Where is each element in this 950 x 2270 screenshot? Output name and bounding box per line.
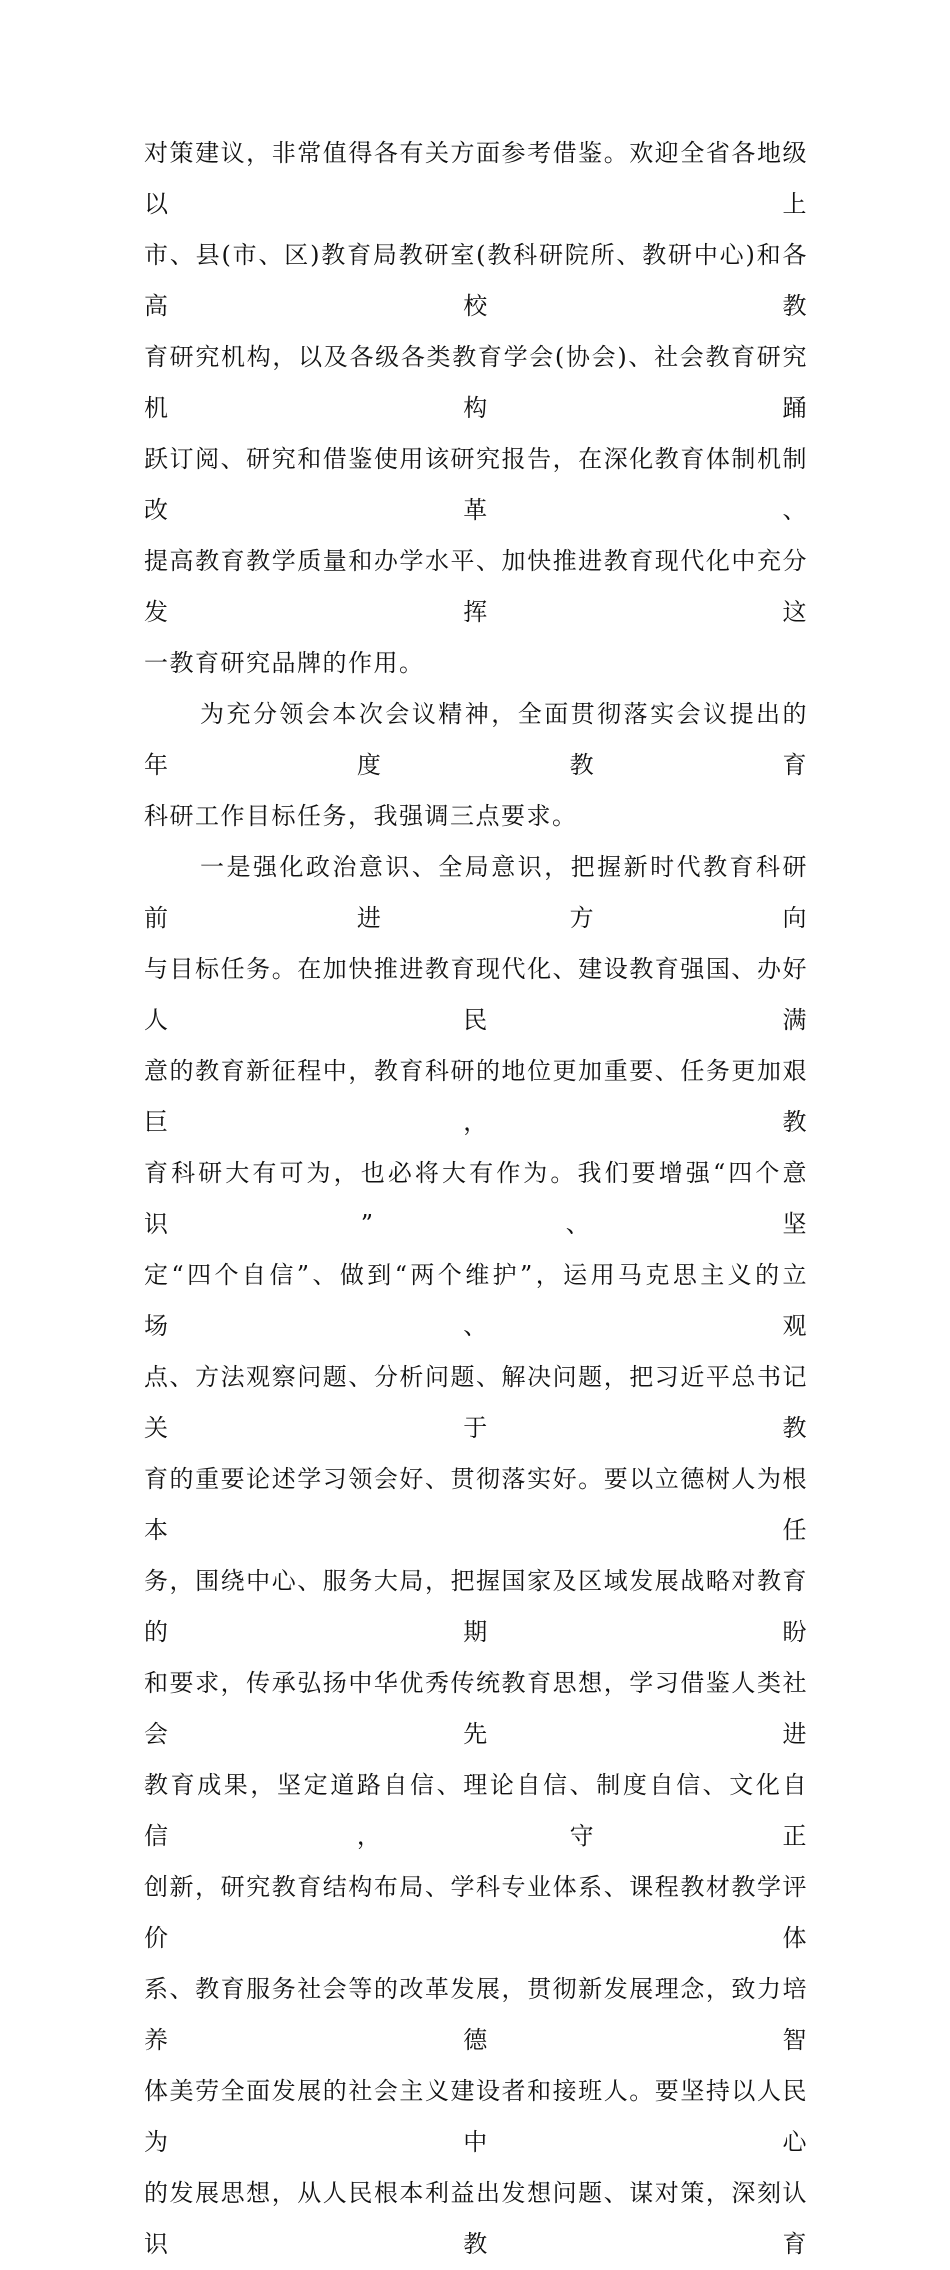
paragraph-3 <box>144 842 808 2270</box>
text-line: 跃订阅、研究和借鉴使用该研究报告，在深化教育体制机制改革、 <box>144 445 808 524</box>
text-line: 市、县(市、区)教育局教研室(教科研院所、教研中心)和各高校教 <box>144 241 808 320</box>
text-line: 系、教育服务社会等的改革发展，贯彻新发展理念，致力培养德智 <box>144 1975 808 2054</box>
text-line: 创新，研究教育结构布局、学科专业体系、课程教材教学评价体 <box>144 1873 808 1952</box>
text-line: 育的重要论述学习领会好、贯彻落实好。要以立德树人为根本任 <box>144 1465 808 1544</box>
text-line: 育科研大有可为，也必将大有作为。我们要增强“四个意识”、坚 <box>144 1159 808 1238</box>
text-line: 务，围绕中心、服务大局，把握国家及区域发展战略对教育的期盼 <box>144 1567 808 1646</box>
text-line: 点、方法观察问题、分析问题、解决问题，把习近平总书记关于教 <box>144 1363 808 1442</box>
paragraph-1 <box>144 128 808 689</box>
text-line: 科研工作目标任务，我强调三点要求。 <box>144 802 578 830</box>
text-line: 对策建议，非常值得各有关方面参考借鉴。欢迎全省各地级以上 <box>144 139 808 218</box>
text-line: 提高教育教学质量和办学水平、加快推进教育现代化中充分发挥这 <box>144 547 808 626</box>
text-line: 定“四个自信”、做到“两个维护”，运用马克思主义的立场、观 <box>144 1261 808 1340</box>
text-line: 教育成果，坚定道路自信、理论自信、制度自信、文化自信，守正 <box>144 1771 808 1850</box>
text-line: 育研究机构，以及各级各类教育学会(协会)、社会教育研究机构踊 <box>144 343 808 422</box>
text-line: 体美劳全面发展的社会主义建设者和接班人。要坚持以人民为中心 <box>144 2077 808 2156</box>
text-line: 与目标任务。在加快推进教育现代化、建设教育强国、办好人民满 <box>144 955 808 1034</box>
paragraph-2 <box>144 689 808 842</box>
text-line: 一教育研究品牌的作用。 <box>144 649 425 677</box>
text-line: 和要求，传承弘扬中华优秀传统教育思想，学习借鉴人类社会先进 <box>144 1669 808 1748</box>
text-line: 的发展思想，从人民根本利益出发想问题、谋对策，深刻认识教育 <box>144 2179 808 2258</box>
text-line: 一是强化政治意识、全局意识，把握新时代教育科研前进方向 <box>144 853 808 932</box>
document-body <box>144 128 808 2270</box>
text-line: 为充分领会本次会议精神，全面贯彻落实会议提出的年度教育 <box>144 700 808 779</box>
text-line: 意的教育新征程中，教育科研的地位更加重要、任务更加艰巨，教 <box>144 1057 808 1136</box>
